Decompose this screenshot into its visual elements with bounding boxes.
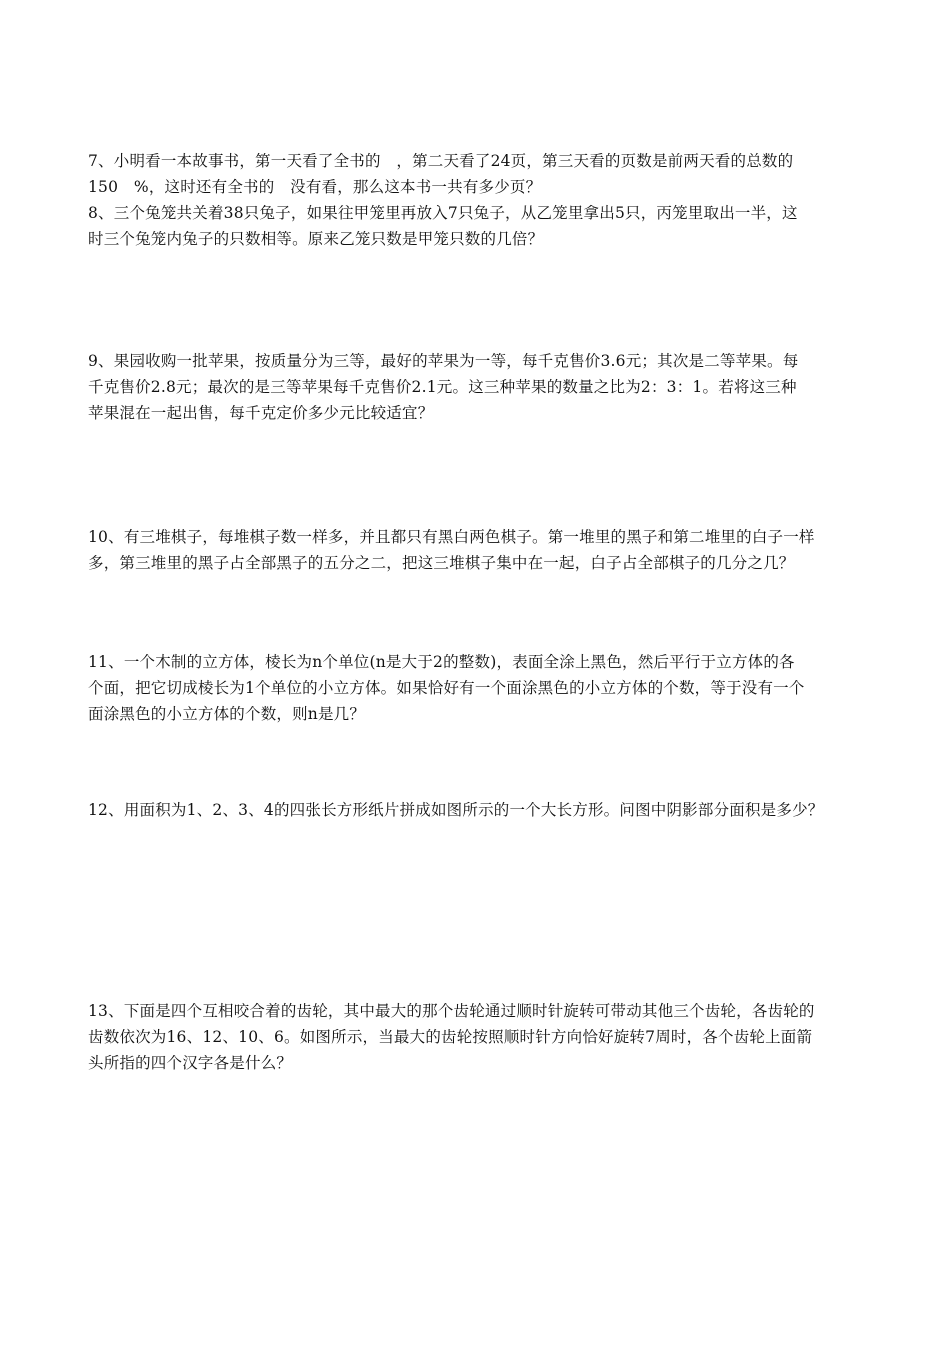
- problem-7: [88, 148, 868, 200]
- problem-9: [88, 348, 868, 426]
- problem-line: 时三个兔笼内兔子的只数相等。原来乙笼只数是甲笼只数的几倍？: [88, 230, 544, 248]
- problem-line: 头所指的四个汉字各是什么？: [88, 1054, 293, 1072]
- problem-line: 千克售价2.8元；最次的是三等苹果每千克售价2.1元。这三种苹果的数量之比为2：3：1。若将这三种: [88, 378, 797, 396]
- problem-12: [88, 797, 868, 823]
- problem-8: [88, 200, 868, 252]
- problem-line: 苹果混在一起出售，每千克定价多少元比较适宜？: [88, 404, 434, 422]
- problem-line: 面涂黑色的小立方体的个数，则n是几？: [88, 705, 366, 723]
- problem-10: [88, 524, 868, 576]
- problem-line: 个面，把它切成棱长为1个单位的小立方体。如果恰好有一个面涂黑色的小立方体的个数，等于没有一个: [88, 679, 805, 697]
- problem-line: 150 %，这时还有全书的 没有看，那么这本书一共有多少页？: [88, 178, 542, 196]
- problem-line: 多，第三堆里的黑子占全部黑子的五分之二，把这三堆棋子集中在一起，白子占全部棋子的几分之几？: [88, 554, 795, 572]
- problem-line: 9、果园收购一批苹果，按质量分为三等，最好的苹果为一等，每千克售价3.6元；其次是二等苹果。每: [88, 352, 799, 370]
- problem-line: 13、下面是四个互相咬合着的齿轮，其中最大的那个齿轮通过顺时针旋转可带动其他三个齿轮，各齿轮的: [88, 1002, 815, 1020]
- problem-line: 齿数依次为16、12、10、6。如图所示，当最大的齿轮按照顺时针方向恰好旋转7周时，各个齿轮上面箭: [88, 1028, 813, 1046]
- problem-line: 7、小明看一本故事书，第一天看了全书的 ，第二天看了24页，第三天看的页数是前两天看的总数的: [88, 152, 794, 170]
- problem-line: 11、一个木制的立方体，棱长为n个单位(n是大于2的整数)，表面全涂上黑色，然后平行于立方体的各: [88, 653, 795, 671]
- problem-line: 10、有三堆棋子，每堆棋子数一样多，并且都只有黑白两色棋子。第一堆里的黑子和第二堆里的白子一样: [88, 528, 815, 546]
- problem-11: [88, 649, 868, 727]
- problem-line: 12、用面积为1、2、3、4的四张长方形纸片拼成如图所示的一个大长方形。问图中阴影部分面积是多少？: [88, 801, 824, 819]
- problem-line: 8、三个兔笼共关着38只兔子，如果往甲笼里再放入7只兔子，从乙笼里拿出5只，丙笼里取出一半，这: [88, 204, 798, 222]
- problem-13: [88, 998, 868, 1076]
